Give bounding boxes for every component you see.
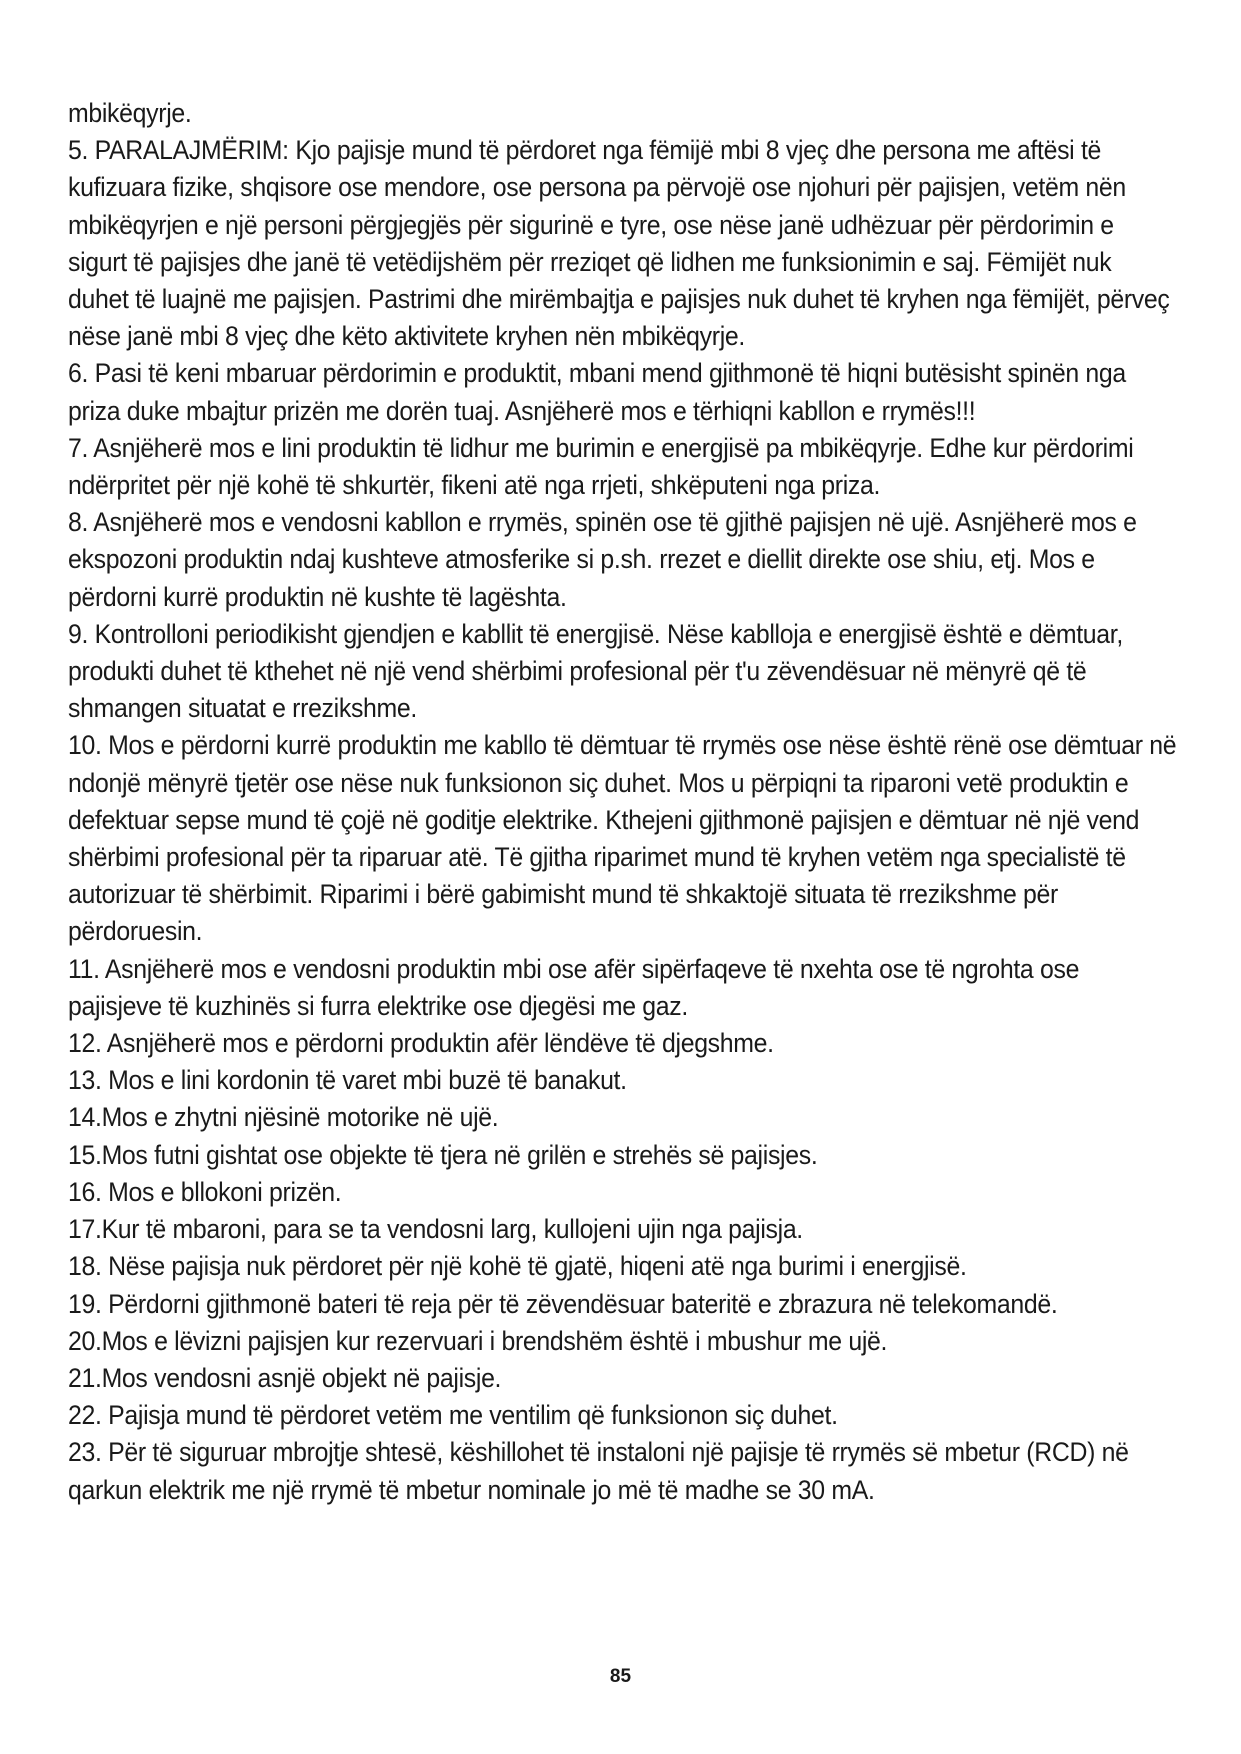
paragraph-item-19: 19. Përdorni gjithmonë bateri të reja për të zëvendësuar bateritë e zbrazura në telekomandë. xyxy=(68,1288,1058,1319)
paragraph-item-8: 8. Asnjëherë mos e vendosni kabllon e rrymës, spinën ose të gjithë pajisjen në ujë. Asnjëherë mos e ekspozoni produktin ndaj kushteve atmosferike si p.sh. rrezet e diellit direkte ose shiu, etj. Mos e përdorni kurrë produktin në kushte të lagështa. xyxy=(68,507,1137,612)
paragraph-item-21: 21.Mos vendosni asnjë objekt në pajisje. xyxy=(68,1362,502,1393)
paragraph-item-10: 10. Mos e përdorni kurrë produktin me kabllo të dëmtuar të rrymës ose nëse është rënë ose dëmtuar në ndonjë mënyrë tjetër ose nëse nuk funksionon siç duhet. Mos u përpiqni ta riparoni vetë produktin e defektuar sepse mund të çojë në goditje elektrike. Kthejeni gjithmonë pajisjen e dëmtuar në një vend shërbimi profesional për ta riparuar atë. Të gjitha riparimet mund të kryhen vetëm nga specialistë të autorizuar të shërbimit. Riparimi i bërë gabimisht mund të shkaktojë situata të rrezikshme për përdoruesin. xyxy=(68,730,1177,947)
paragraph-item-17: 17.Kur të mbaroni, para se ta vendosni larg, kullojeni ujin nga pajisja. xyxy=(68,1214,803,1245)
paragraph-item-16: 16. Mos e bllokoni prizën. xyxy=(68,1176,342,1207)
paragraph-item-22: 22. Pajisja mund të përdoret vetëm me ventilim që funksionon siç duhet. xyxy=(68,1400,838,1431)
paragraph-item-12: 12. Asnjëherë mos e përdorni produktin afër lëndëve të djegshme. xyxy=(68,1028,774,1059)
paragraph-item-9: 9. Kontrolloni periodikisht gjendjen e kabllit të energjisë. Nëse kablloja e energjisë është e dëmtuar, produkti duhet të kthehet në një vend shërbimi profesional për t'u zëvendësuar në mënyrë që të shmangen situatat e rrezikshme. xyxy=(68,618,1123,724)
page-number: 85 xyxy=(609,1666,632,1687)
paragraph-item-13: 13. Mos e lini kordonin të varet mbi buzë të banakut. xyxy=(68,1065,627,1096)
paragraph-item-18: 18. Nëse pajisja nuk përdoret për një kohë të gjatë, hiqeni atë nga burimi i energjisë. xyxy=(68,1251,967,1282)
paragraph-continuation: mbikëqyrje. xyxy=(68,98,192,128)
paragraph-item-14: 14.Mos e zhytni njësinë motorike në ujë. xyxy=(68,1102,499,1133)
safety-instructions-text xyxy=(68,95,1178,1509)
paragraph-item-20: 20.Mos e lëvizni pajisjen kur rezervuari i brendshëm është i mbushur me ujë. xyxy=(68,1325,888,1356)
paragraph-item-23: 23. Për të siguruar mbrojtje shtesë, këshillohet të instaloni një pajisje të rrymës së mbetur (RCD) në qarkun elektrik me një rrymë të mbetur nominale jo më të madhe se 30 mA. xyxy=(68,1437,1129,1505)
paragraph-item-15: 15.Mos futni gishtat ose objekte të tjera në grilën e strehës së pajisjes. xyxy=(68,1139,818,1170)
paragraph-item-6: 6. Pasi të keni mbaruar përdorimin e produktit, mbani mend gjithmonë të hiqni butësisht spinën nga priza duke mbajtur prizën me dorën tuaj. Asnjëherë mos e tërhiqni kabllon e rrymës!!! xyxy=(68,358,1126,426)
paragraph-item-11: 11. Asnjëherë mos e vendosni produktin mbi ose afër sipërfaqeve të nxehta ose të ngrohta ose pajisjeve të kuzhinës si furra elektrike ose djegësi me gaz. xyxy=(68,953,1080,1021)
paragraph-item-7: 7. Asnjëherë mos e lini produktin të lidhur me burimin e energjisë pa mbikëqyrje. Edhe kur përdorimi ndërpritet për një kohë të shkurtër, fikeni atë nga rrjeti, shkëputeni nga priza. xyxy=(68,432,1134,501)
paragraph-item-5: 5. PARALAJMËRIM: Kjo pajisje mund të përdoret nga fëmijë mbi 8 vjeç dhe persona me aftësi të kufizuara fizike, shqisore ose mendore, ose persona pa përvojë ose njohuri për pajisjen, vetëm nën mbikëqyrjen e një personi përgjegjës për sigurinë e tyre, ose nëse janë udhëzuar për përdorimin e sigurt të pajisjes dhe janë të vetëdijshëm për rreziqet që lidhen me funksionimin e saj. Fëmijët nuk duhet të luajnë me pajisjen. Pastrimi dhe mirëmbajtja e pajisjes nuk duhet të kryhen nga fëmijët, përveç nëse janë mbi 8 vjeç dhe këto aktivitete kryhen nën mbikëqyrje. xyxy=(68,135,1170,352)
